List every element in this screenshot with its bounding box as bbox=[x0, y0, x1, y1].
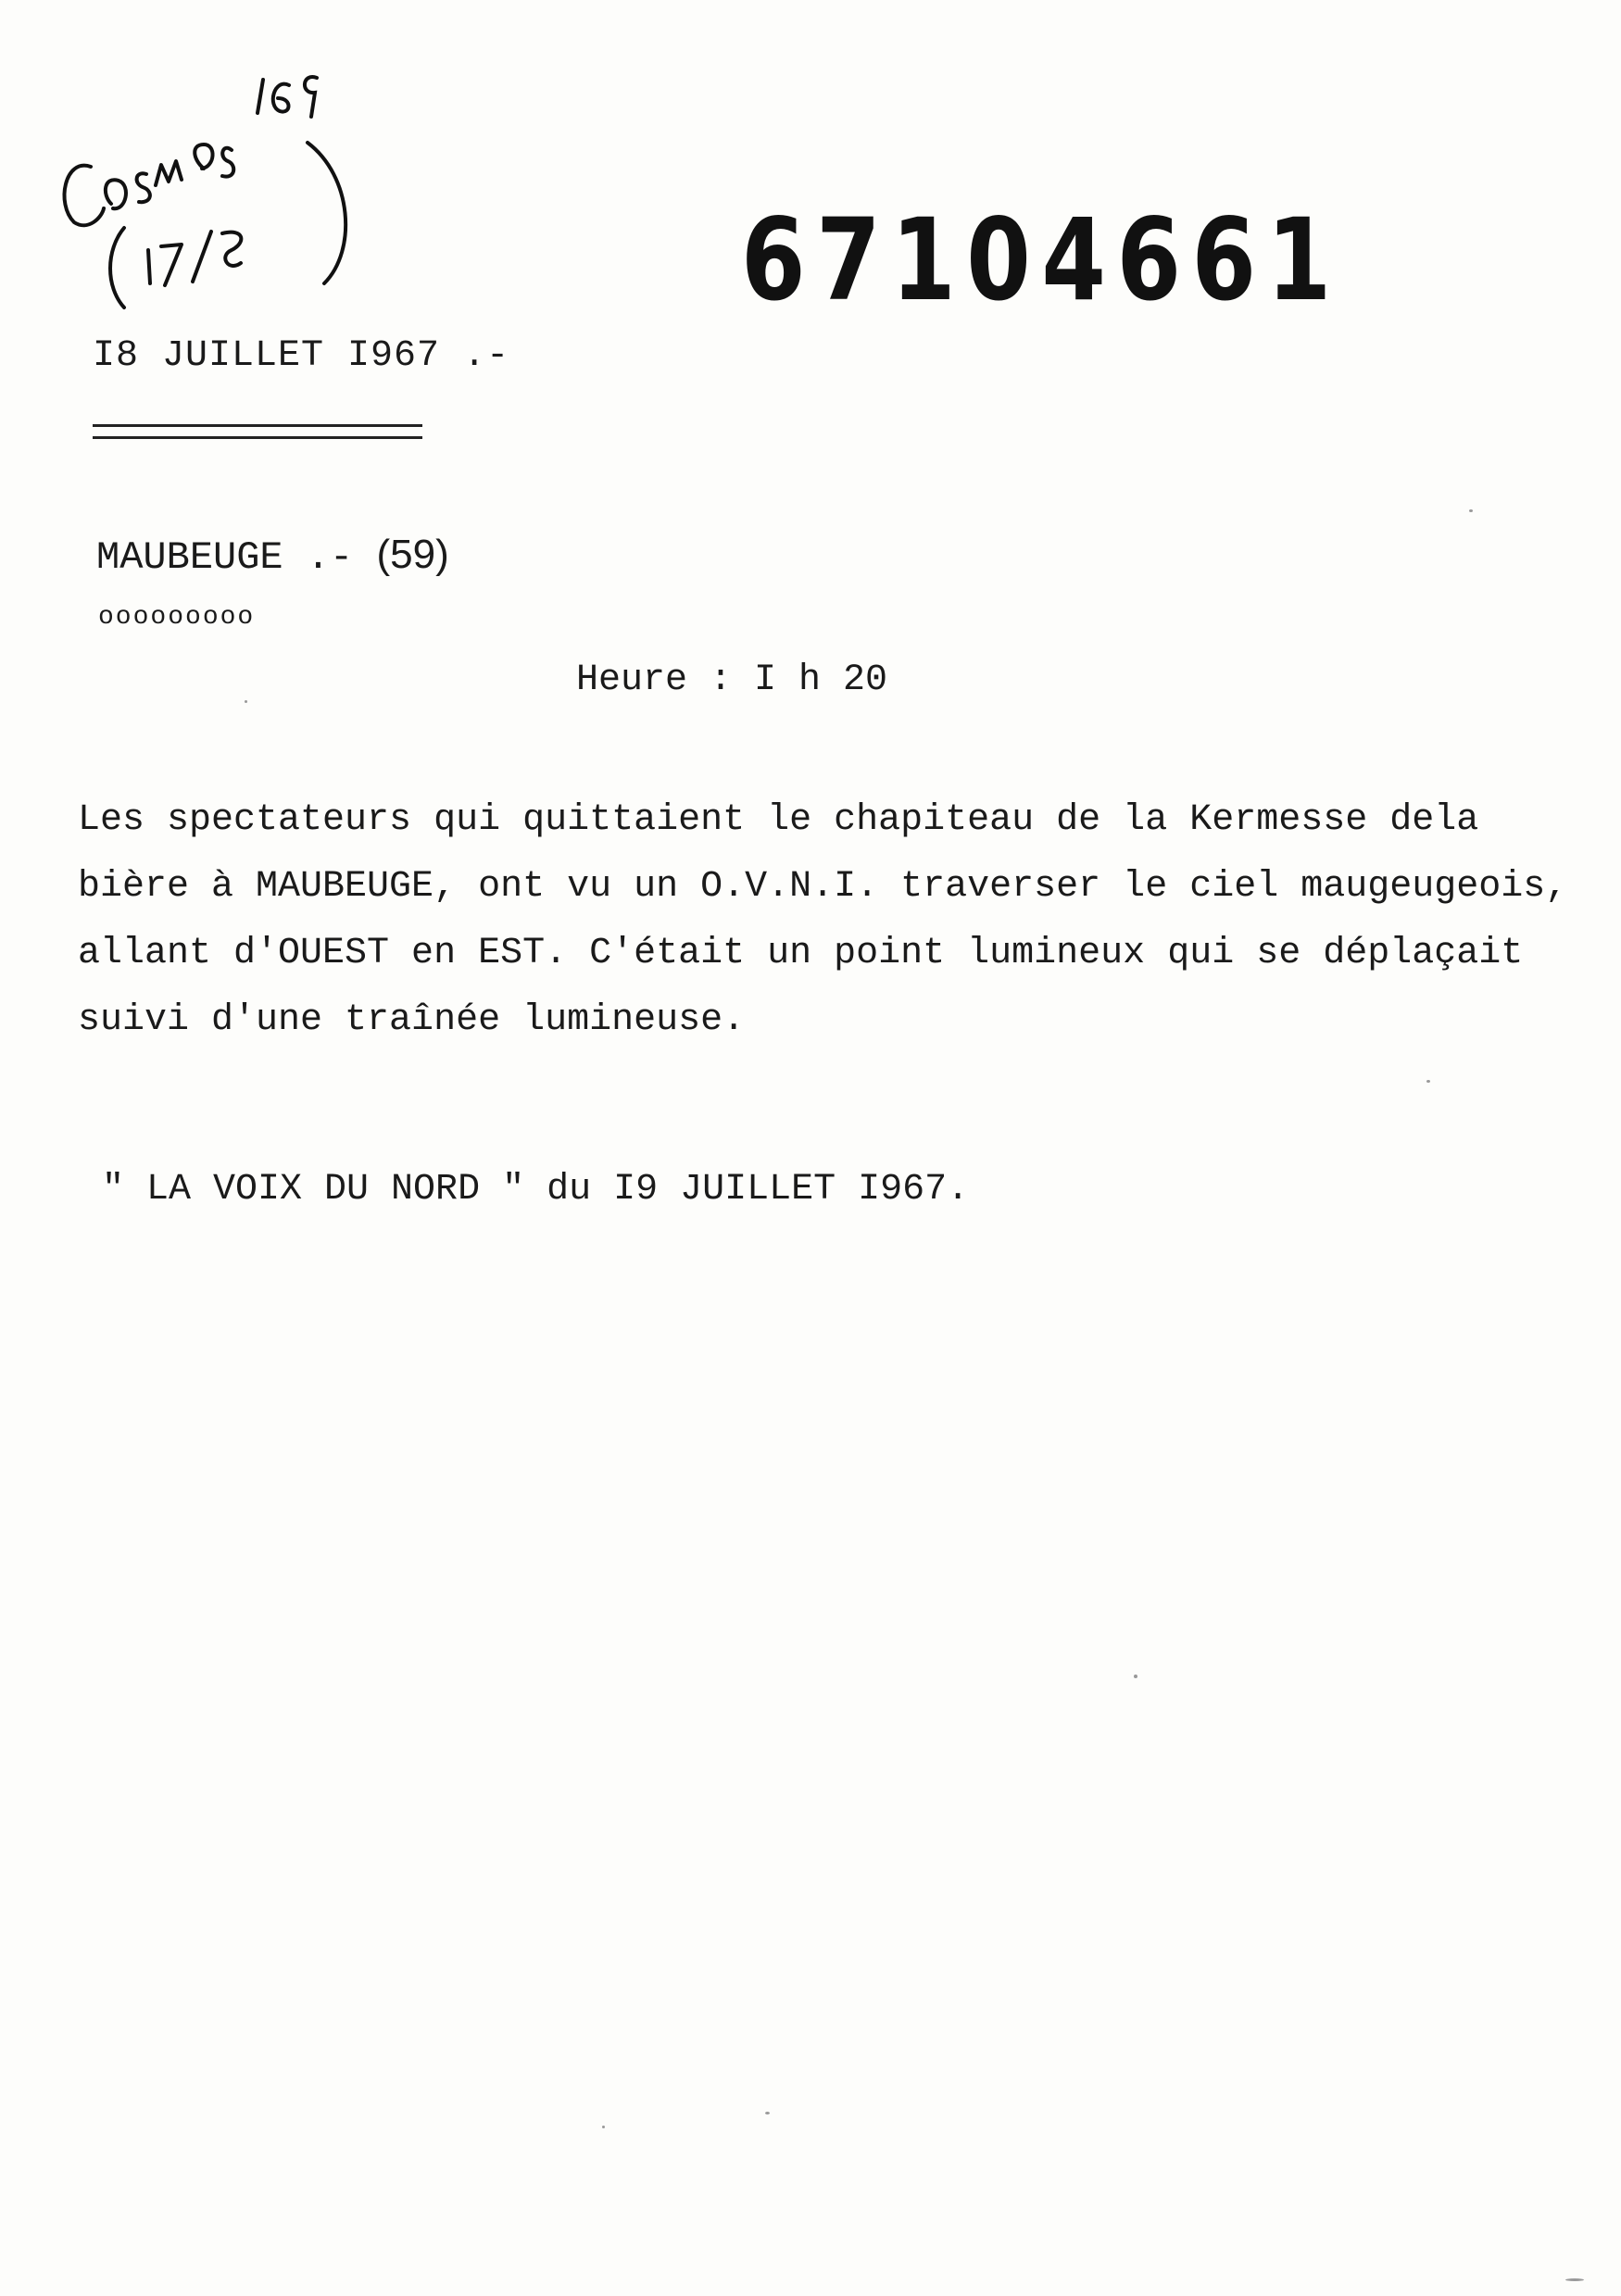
report-time: Heure : I h 20 bbox=[576, 659, 888, 701]
body-line: suivi d'une traînée lumineuse. bbox=[78, 999, 746, 1041]
handwritten-annotation-drawing bbox=[46, 65, 361, 324]
body-line: Les spectateurs qui quittaient le chapiteau de la Kermesse dela bbox=[78, 799, 1479, 841]
location-name: MAUBEUGE .- bbox=[96, 535, 354, 580]
body-line: bière à MAUBEUGE, ont vu un O.V.N.I. traverser le ciel maugeugeois, bbox=[78, 866, 1568, 908]
report-body bbox=[78, 787, 1578, 1054]
report-location bbox=[96, 532, 449, 580]
location-underline: ooooooooo bbox=[98, 603, 256, 632]
document-number: 67104661 bbox=[741, 194, 1342, 326]
scan-speck bbox=[1565, 2278, 1584, 2281]
scan-speck bbox=[245, 700, 247, 703]
report-date: I8 JUILLET I967 .- bbox=[93, 335, 510, 377]
scan-speck bbox=[1469, 509, 1473, 512]
body-line: allant d'OUEST en EST. C'était un point lumineux qui se déplaçait bbox=[78, 933, 1524, 974]
scan-speck bbox=[1426, 1080, 1430, 1083]
scan-speck bbox=[765, 2112, 770, 2114]
scan-speck bbox=[602, 2126, 605, 2128]
handwritten-annotation bbox=[46, 65, 361, 324]
source-citation: " LA VOIX DU NORD " du I9 JUILLET I967. bbox=[102, 1169, 970, 1211]
scan-speck bbox=[1134, 1675, 1137, 1678]
date-double-underline bbox=[93, 424, 422, 439]
department-number: (59) bbox=[376, 532, 449, 577]
